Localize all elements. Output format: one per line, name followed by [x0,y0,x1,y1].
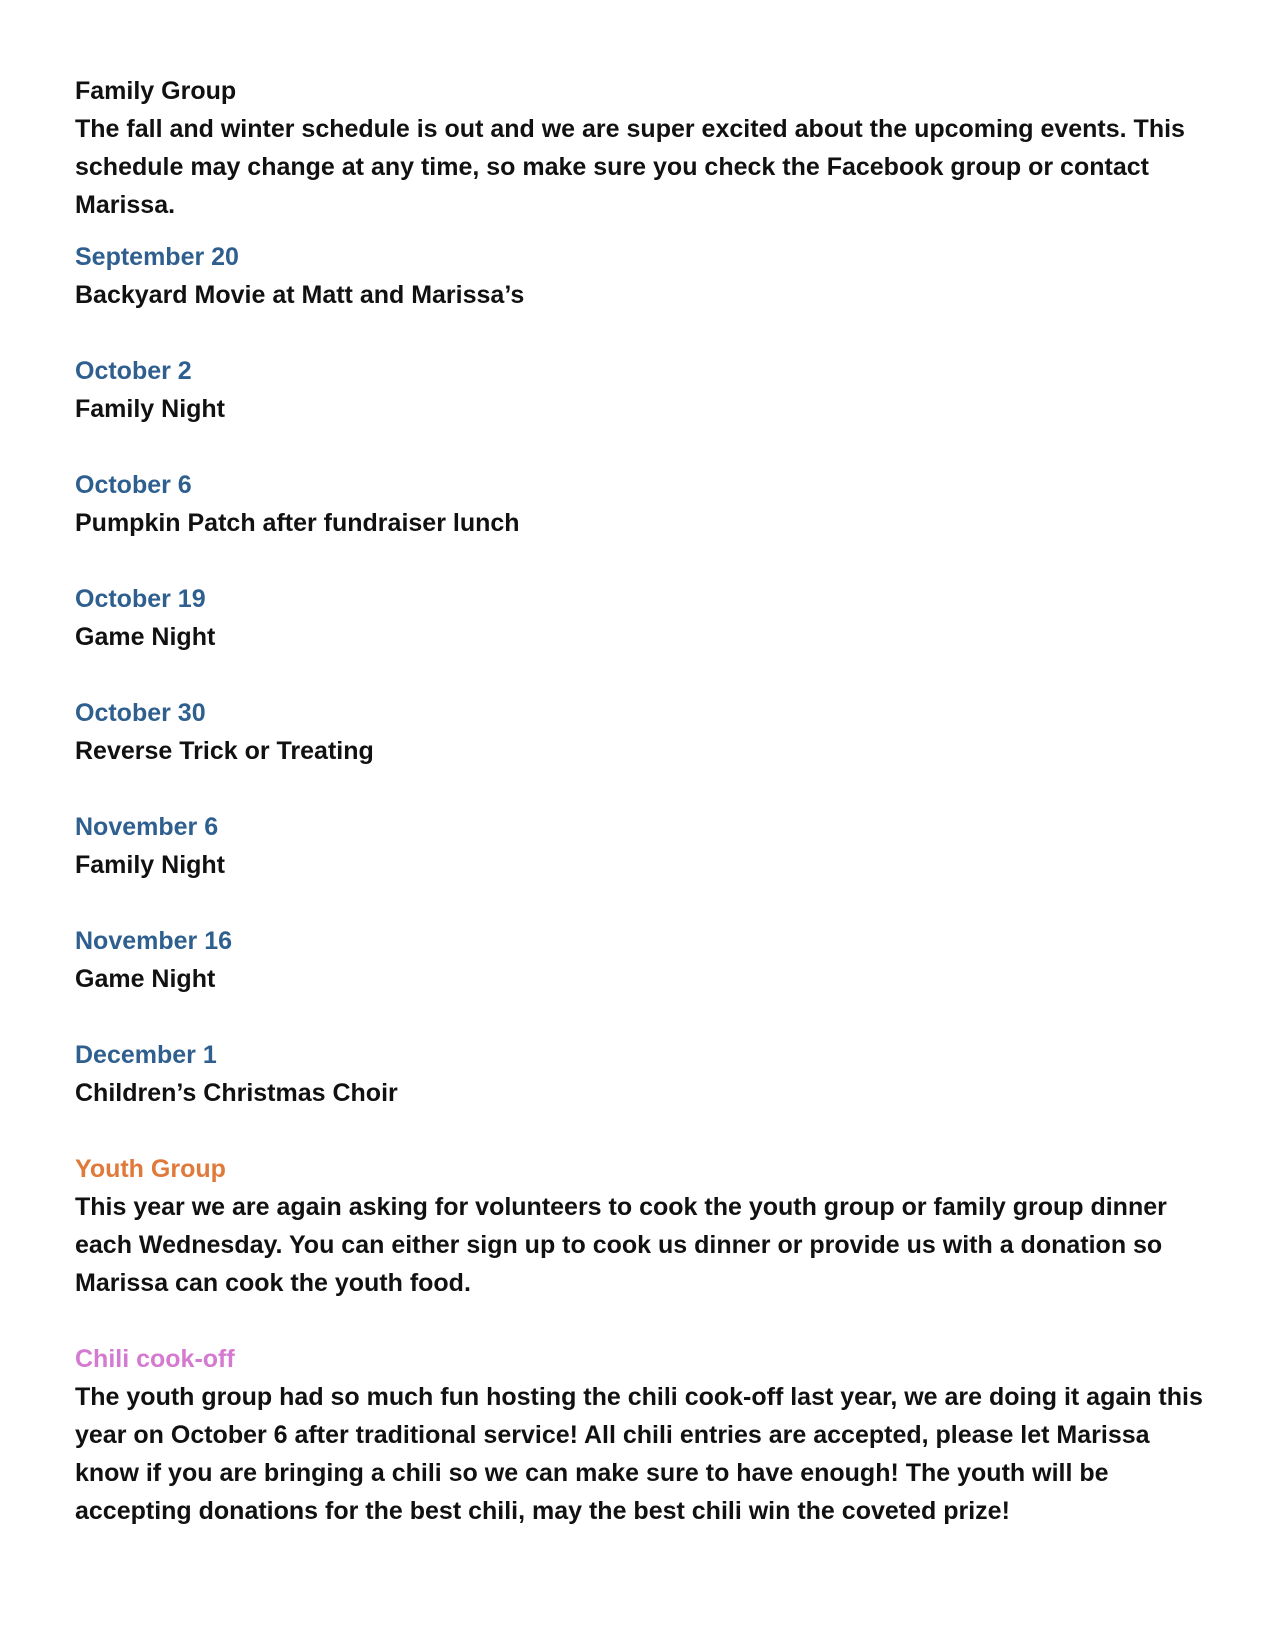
event-item [75,352,1205,428]
event-title: Family Night [75,851,226,879]
event-date: October 30 [75,699,206,727]
event-item [75,808,1205,884]
event-date: October 19 [75,585,206,613]
event-item [75,694,1205,770]
event-date: September 20 [75,243,239,271]
chili-cookoff-section [75,1340,1205,1530]
event-date: November 6 [75,813,219,841]
event-item [75,922,1205,998]
event-date: October 2 [75,357,192,385]
chili-cookoff-text: The youth group had so much fun hosting the chili cook-off last year, we are doing it again this year on October 6 after traditional service! All chili entries are accepted, please let Marissa know if you are bringing a chili so we can make sure to have enough! The youth will be accepting donations for the best chili, may the best chili win the coveted prize! [75,1383,1203,1525]
youth-group-text: This year we are again asking for volunteers to cook the youth group or family group dinner each Wednesday. You can either sign up to cook us dinner or provide us with a donation so Marissa can cook the youth food. [75,1193,1167,1297]
event-item [75,466,1205,542]
event-title: Family Night [75,395,226,423]
event-title: Backyard Movie at Matt and Marissa’s [75,281,525,309]
event-title: Pumpkin Patch after fundraiser lunch [75,509,520,537]
family-group-section [75,72,1205,224]
event-title: Children’s Christmas Choir [75,1079,398,1107]
event-title: Game Night [75,965,216,993]
event-item [75,238,1205,314]
family-group-intro: The fall and winter schedule is out and we are super excited about the upcoming events. This schedule may change at any time, so make sure you check the Facebook group or contact Marissa. [75,115,1185,219]
event-title: Game Night [75,623,216,651]
event-date: October 6 [75,471,192,499]
youth-group-heading: Youth Group [75,1155,226,1183]
event-date: November 16 [75,927,233,955]
event-date: December 1 [75,1041,217,1069]
family-group-title: Family Group [75,77,237,105]
newsletter-page [75,72,1205,1530]
event-item [75,580,1205,656]
event-item [75,1036,1205,1112]
youth-group-section [75,1150,1205,1302]
event-schedule [75,238,1205,1112]
chili-cookoff-heading: Chili cook-off [75,1345,235,1373]
event-title: Reverse Trick or Treating [75,737,374,765]
